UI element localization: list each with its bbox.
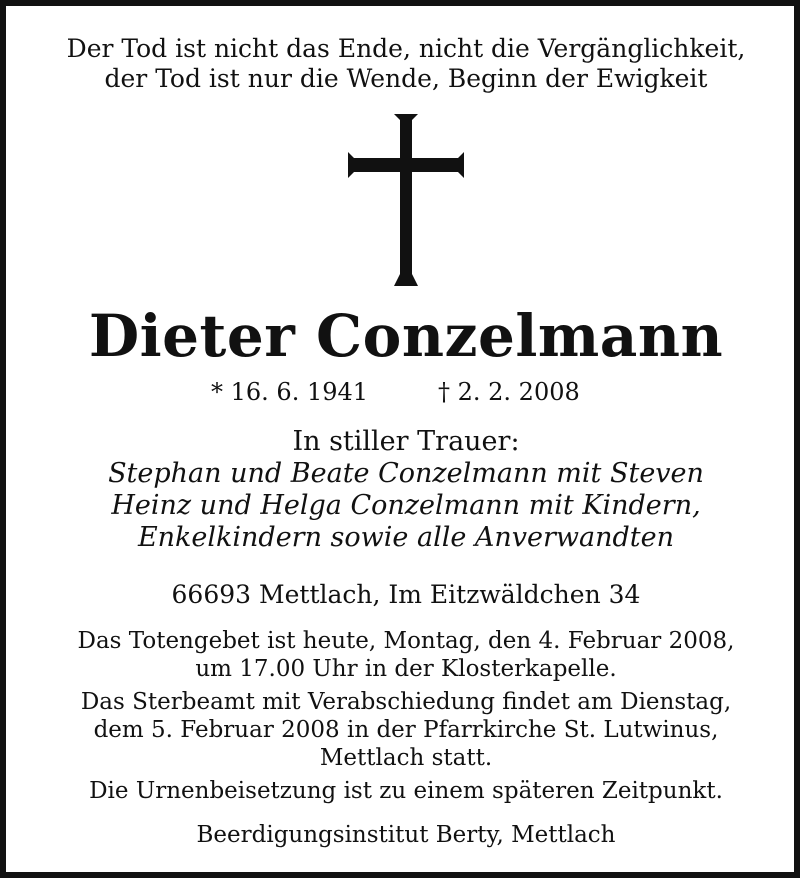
address: 66693 Mettlach, Im Eitzwäldchen 34 <box>171 580 641 609</box>
motto-line-2: der Tod ist nur die Wende, Beginn der Ewigkeit <box>104 64 708 93</box>
death-date: † 2. 2. 2008 <box>438 378 580 406</box>
mourners-line-2: Heinz und Helga Conzelmann mit Kindern, <box>111 490 701 521</box>
mourners-line-1: Stephan und Beate Conzelmann mit Steven <box>108 458 704 489</box>
mourners-line-3: Enkelkindern sowie alle Anverwandten <box>137 522 675 553</box>
latin-cross-icon <box>346 110 466 288</box>
undertaker: Beerdigungsinstitut Berty, Mettlach <box>196 822 616 848</box>
prayer-line-1: Das Totengebet ist heute, Montag, den 4. Februar 2008, <box>77 628 735 654</box>
birth-date: * 16. 6. 1941 <box>211 378 369 406</box>
motto-line-1: Der Tod ist nicht das Ende, nicht die Vergänglichkeit, <box>66 34 746 63</box>
mass-line-3: Mettlach statt. <box>319 745 493 771</box>
prayer-line-2: um 17.00 Uhr in der Klosterkapelle. <box>195 656 617 682</box>
mass-line-2: dem 5. Februar 2008 in der Pfarrkirche St. Lutwinus, <box>93 717 719 743</box>
mourning-heading: In stiller Trauer: <box>292 426 520 457</box>
mass-line-1: Das Sterbeamt mit Verabschiedung findet am Dienstag, <box>80 689 732 715</box>
urn-notice: Die Urnenbeisetzung ist zu einem späteren Zeitpunkt. <box>89 778 723 804</box>
deceased-name: Dieter Conzelmann <box>88 302 724 370</box>
